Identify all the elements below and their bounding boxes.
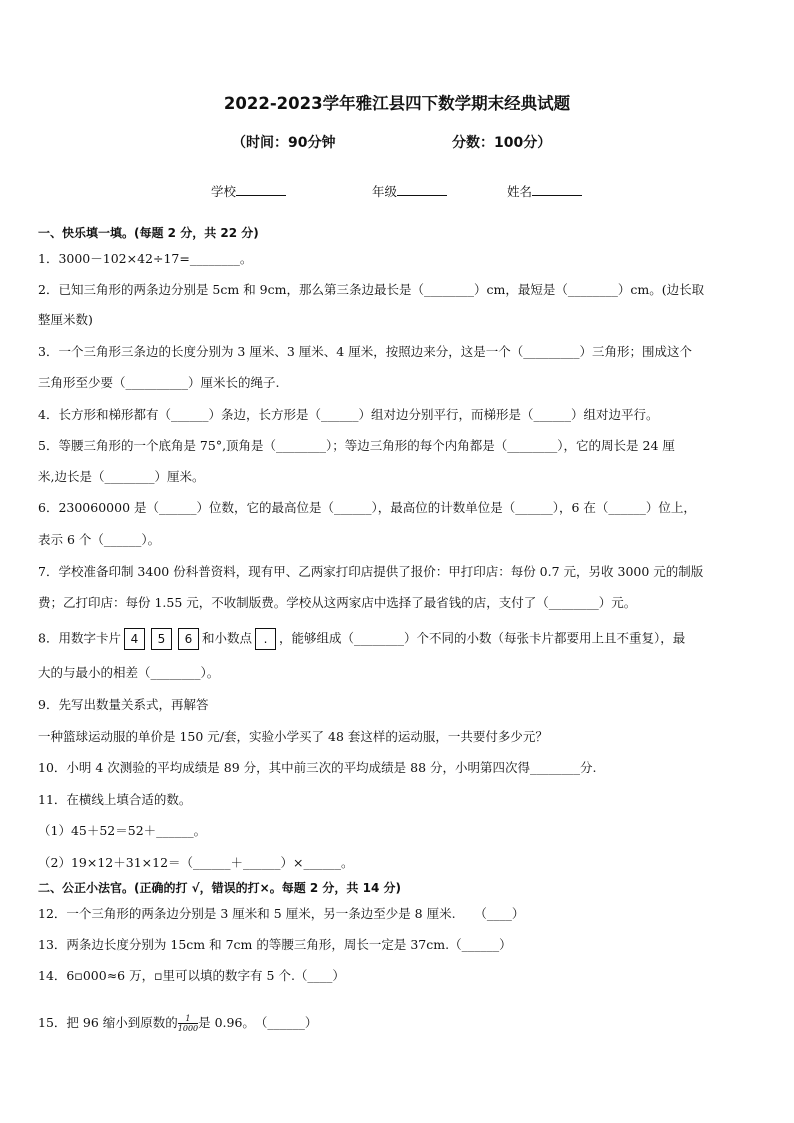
- fraction-denominator: 1000: [177, 1024, 199, 1033]
- q8-prefix: 8．用数字卡片: [38, 630, 121, 646]
- name-label: 姓名: [507, 184, 533, 199]
- page-title: 2022-2023学年雅江县四下数学期末经典试题: [223, 94, 571, 113]
- question-5-line2: 米,边长是（________）厘米。: [38, 469, 205, 484]
- section1-heading: 一、快乐填一填。(每题 2 分，共 22 分): [38, 226, 259, 240]
- question-7-line1: 7．学校准备印制 3400 份科普资料，现有甲、乙两家打印店提供了报价：甲打印店：每份 0.7 元，另收 3000 元的制版: [38, 564, 704, 579]
- question-15: [38, 1014, 760, 1033]
- digit-card: 5: [151, 628, 172, 650]
- question-9-problem: 一种篮球运动服的单价是 150 元/套，实验小学买了 48 套这样的运动服，一共要付多少元？: [38, 729, 548, 744]
- question-14: 14．6▫000≈6 万，▫里可以填的数字有 5 个.（____）: [38, 968, 345, 983]
- grade-label: 年级: [372, 184, 398, 199]
- school-label: 学校: [211, 184, 237, 199]
- question-7-line2: 费；乙打印店：每份 1.55 元，不收制版费。学校从这两家店中选择了最省钱的店，支付了（________）元。: [38, 595, 637, 610]
- decimal-point-card: .: [255, 628, 276, 650]
- question-6-line2: 表示 6 个（______）。: [38, 532, 161, 547]
- exam-time: （时间：90分钟: [232, 135, 336, 151]
- q15-prefix: 15．把 96 缩小到原数的: [38, 1015, 178, 1030]
- question-9: 9．先写出数量关系式，再解答: [38, 697, 209, 712]
- q8-middle: 和小数点: [201, 630, 252, 646]
- question-6-line1: 6．230060000 是（______）位数，它的最高位是（______），最高位的计数单位是（______），6 在（______）位上，: [38, 500, 696, 515]
- question-2-line1: 2．已知三角形的两条边分别是 5cm 和 9cm，那么第三条边最长是（________）cm，最短是（________）cm。(边长取: [38, 282, 705, 297]
- question-11: 11．在横线上填合适的数。: [38, 792, 192, 807]
- q15-suffix: 是 0.96。 （______）: [198, 1015, 318, 1030]
- question-11-part1: （1）45＋52＝52＋______。: [38, 823, 207, 838]
- question-13: 13．两条边长度分别为 15cm 和 7cm 的等腰三角形，周长一定是 37cm.（______）: [38, 937, 512, 952]
- question-11-part2: （2）19×12＋31×12＝（______＋______）×______。: [38, 855, 354, 870]
- question-1: 1．3000－102×42÷17=________。: [38, 251, 253, 266]
- question-12: 12．一个三角形的两条边分别是 3 厘米和 5 厘米，另一条边至少是 8 厘米. （____）: [38, 906, 525, 921]
- question-10: 10．小明 4 次测验的平均成绩是 89 分，其中前三次的平均成绩是 88 分，小明第四次得________分.: [38, 760, 597, 775]
- digit-card: 4: [124, 628, 145, 650]
- digit-card: 6: [178, 628, 199, 650]
- grade-blank[interactable]: [397, 183, 447, 196]
- school-field: [211, 182, 286, 200]
- exam-score: 分数：100分）: [452, 135, 552, 151]
- question-3-line2: 三角形至少要（__________）厘米长的绳子.: [38, 375, 280, 390]
- fraction: [178, 1014, 198, 1033]
- section2-heading: 二、公正小法官。(正确的打 √，错误的打×。每题 2 分，共 14 分): [38, 881, 401, 895]
- q8-suffix: ，能够组成（________）个不同的小数（每张卡片都要用上且不重复），最: [278, 630, 686, 646]
- grade-field: [372, 182, 447, 200]
- question-3-line1: 3．一个三角形三条边的长度分别为 3 厘米、3 厘米、4 厘米，按照边来分，这是一个（_________）三角形；围成这个: [38, 344, 692, 359]
- fraction-numerator: 1: [185, 1014, 191, 1023]
- question-5-line1: 5．等腰三角形的一个底角是 75°,顶角是（________）；等边三角形的每个内角都是（________），它的周长是 24 厘: [38, 438, 675, 453]
- question-8-line1: [38, 628, 760, 650]
- question-8-line2: 大的与最小的相差（________）。: [38, 665, 220, 680]
- school-blank[interactable]: [236, 183, 286, 196]
- name-field: [507, 182, 582, 200]
- name-blank[interactable]: [532, 183, 582, 196]
- question-4: 4．长方形和梯形都有（______）条边，长方形是（______）组对边分别平行，而梯形是（______）组对边平行。: [38, 407, 659, 422]
- question-2-line2: 整厘米数): [38, 312, 93, 327]
